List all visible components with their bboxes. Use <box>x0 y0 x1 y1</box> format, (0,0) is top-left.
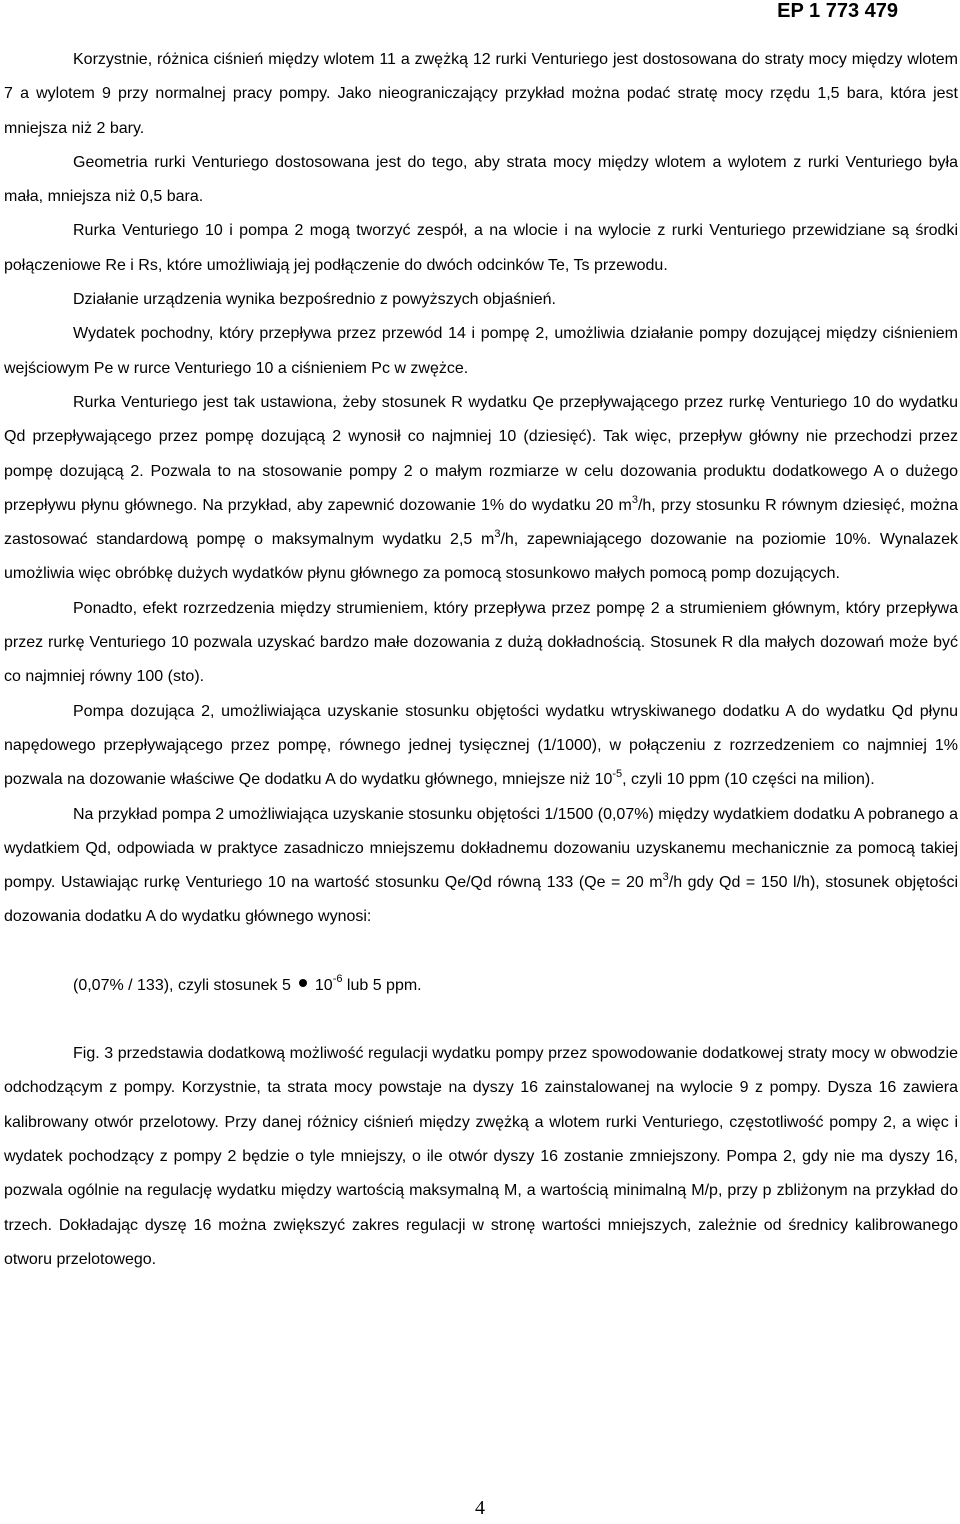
text-run: Na przykład pompa 2 umożliwiająca uzyskanie stosunku objętości 1/1500 (0,07%) między wydatkiem dodatku A pobranego a wydatkiem Qd, odpowiada w praktyce zasadniczo mniejszemu dokładnemu dozowaniu uzyskanemu mechanicznie za pomocą takiej pompy. Ustawiając rurkę Venturiego 10 na wartość stosunku Qe/Qd równą 133 (Qe = 20 m <box>4 805 958 892</box>
multiplication-dot-icon <box>299 979 307 987</box>
text-run: /h gdy Qd = 150 l/h), stosunek objętości dozowania dodatku A do wydatku głównego wynosi: <box>4 874 959 926</box>
page-number: 4 <box>475 1497 485 1519</box>
superscript: 3 <box>494 527 501 540</box>
text-run: /h, zapewniającego dozowanie na poziomie 10%. Wynalazek umożliwia więc obróbkę dużych wydatków płynu głównego za pomocą stosunkowo małych pomocą pomp dozujących. <box>4 531 958 583</box>
text-run: (0,07% / 133), czyli stosunek 5 <box>73 976 291 994</box>
paragraph <box>4 695 958 798</box>
paragraph: Ponadto, efekt rozrzedzenia między strumieniem, który przepływa przez pompę 2 a strumieniem głównym, który przepływa przez rurkę Venturiego 10 pozwala uzyskać bardzo małe dozowania z dużą dokładnością. Stosunek R dla małych dozowań może być co najmniej równy 100 (sto). <box>4 599 958 686</box>
text-run: Pompa dozująca 2, umożliwiająca uzyskanie stosunku objętości wydatku wtryskiwanego dodatku A do wydatku Qd płynu napędowego przepływającego przez pompę, równego jednej tysięcznej (1/1000), w połączeniu z rozrzedzeniem co najmniej 1% pozwala na dozowanie właściwe Qe dodatku A do wydatku głównego, mniejsze niż 10 <box>4 702 958 789</box>
text-run: lub 5 ppm. <box>342 976 422 994</box>
superscript: -5 <box>612 767 623 780</box>
paragraph <box>4 798 958 935</box>
text-run: , czyli 10 ppm (10 części na milion). <box>622 771 875 789</box>
paragraph <box>4 386 958 592</box>
paragraph: Geometria rurki Venturiego dostosowana jest do tego, aby strata mocy między wlotem a wylotem z rurki Venturiego była mała, mniejsza niż 0,5 bara. <box>4 153 958 206</box>
superscript: 3 <box>631 493 638 506</box>
superscript: -6 <box>332 973 343 986</box>
paragraph: Fig. 3 przedstawia dodatkową możliwość regulacji wydatku pompy przez spowodowanie dodatkowej straty mocy w obwodzie odchodzącym z pompy. Korzystnie, ta strata mocy powstaje na dyszy 16 zainstalowanej na wylocie 9 z pompy. Dysza 16 zawiera kalibrowany otwór przelotowy. Przy danej różnicy ciśnień między zwężką a wlotem rurki Venturiego, częstotliwość pompy 2, a więc i wydatek pochodzący z pompy 2 będzie o tyle mniejszy, o ile otwór dyszy 16 zostanie zmniejszony. Pompa 2, gdy nie ma dyszy 16, pozwala ogólnie na regulację wydatku między wartością maksymalną M, a wartością minimalną M/p, przy p zbliżonym na przykład do trzech. Dokładając dyszę 16 można zwiększyć zakres regulacji w stronę wartości mniejszych, zależnie od średnicy kalibrowanego otworu przelotowego. <box>4 1045 958 1268</box>
text-run: 10 <box>314 976 333 994</box>
text-run: Rurka Venturiego jest tak ustawiona, żeby stosunek R wydatku Qe przepływającego przez rurkę Venturiego 10 do wydatku Qd przepływającego przez pompę dozującą 2 wynosił co najmniej 10 (dziesięć). Tak więc, przepływ główny nie przechodzi przez pompę dozującą 2. Pozwala to na stosowanie pompy 2 o małym rozmiarze w celu dozowania produktu dodatkowego A o dużego przepływu płynu głównego. Na przykład, aby zapewnić dozowanie 1% do wydatku 20 m <box>4 393 958 514</box>
text-run: /h, przy stosunku R równym dziesięć, można zastosować standardową pompę o maksymalnym wydatku 2,5 m <box>4 496 959 549</box>
document-body <box>4 43 958 1277</box>
patent-number: EP 1 773 479 <box>777 0 898 22</box>
paragraph: Rurka Venturiego 10 i pompa 2 mogą tworzyć zespół, a na wlocie i na wylocie z rurki Venturiego przewidziane są środki połączeniowe Re i Rs, które umożliwiają jej podłączenie do dwóch odcinków Te, Ts przewodu. <box>4 222 958 274</box>
paragraph: Korzystnie, różnica ciśnień między wlotem 11 a zwężką 12 rurki Venturiego jest dostosowana do straty mocy między wlotem 7 a wylotem 9 przy normalnej pracy pompy. Jako nieograniczający przykład można podać stratę mocy rzędu 1,5 bara, która jest mniejsza niż 2 bary. <box>4 51 958 137</box>
paragraph: Wydatek pochodny, który przepływa przez przewód 14 i pompę 2, umożliwia działanie pompy dozującej między ciśnieniem wejściowym Pe w rurce Venturiego 10 a ciśnieniem Pc w zwężce. <box>4 325 958 377</box>
paragraph: Działanie urządzenia wynika bezpośrednio z powyższych objaśnień. <box>73 291 556 309</box>
superscript: 3 <box>662 870 669 883</box>
formula-line <box>4 969 958 1003</box>
